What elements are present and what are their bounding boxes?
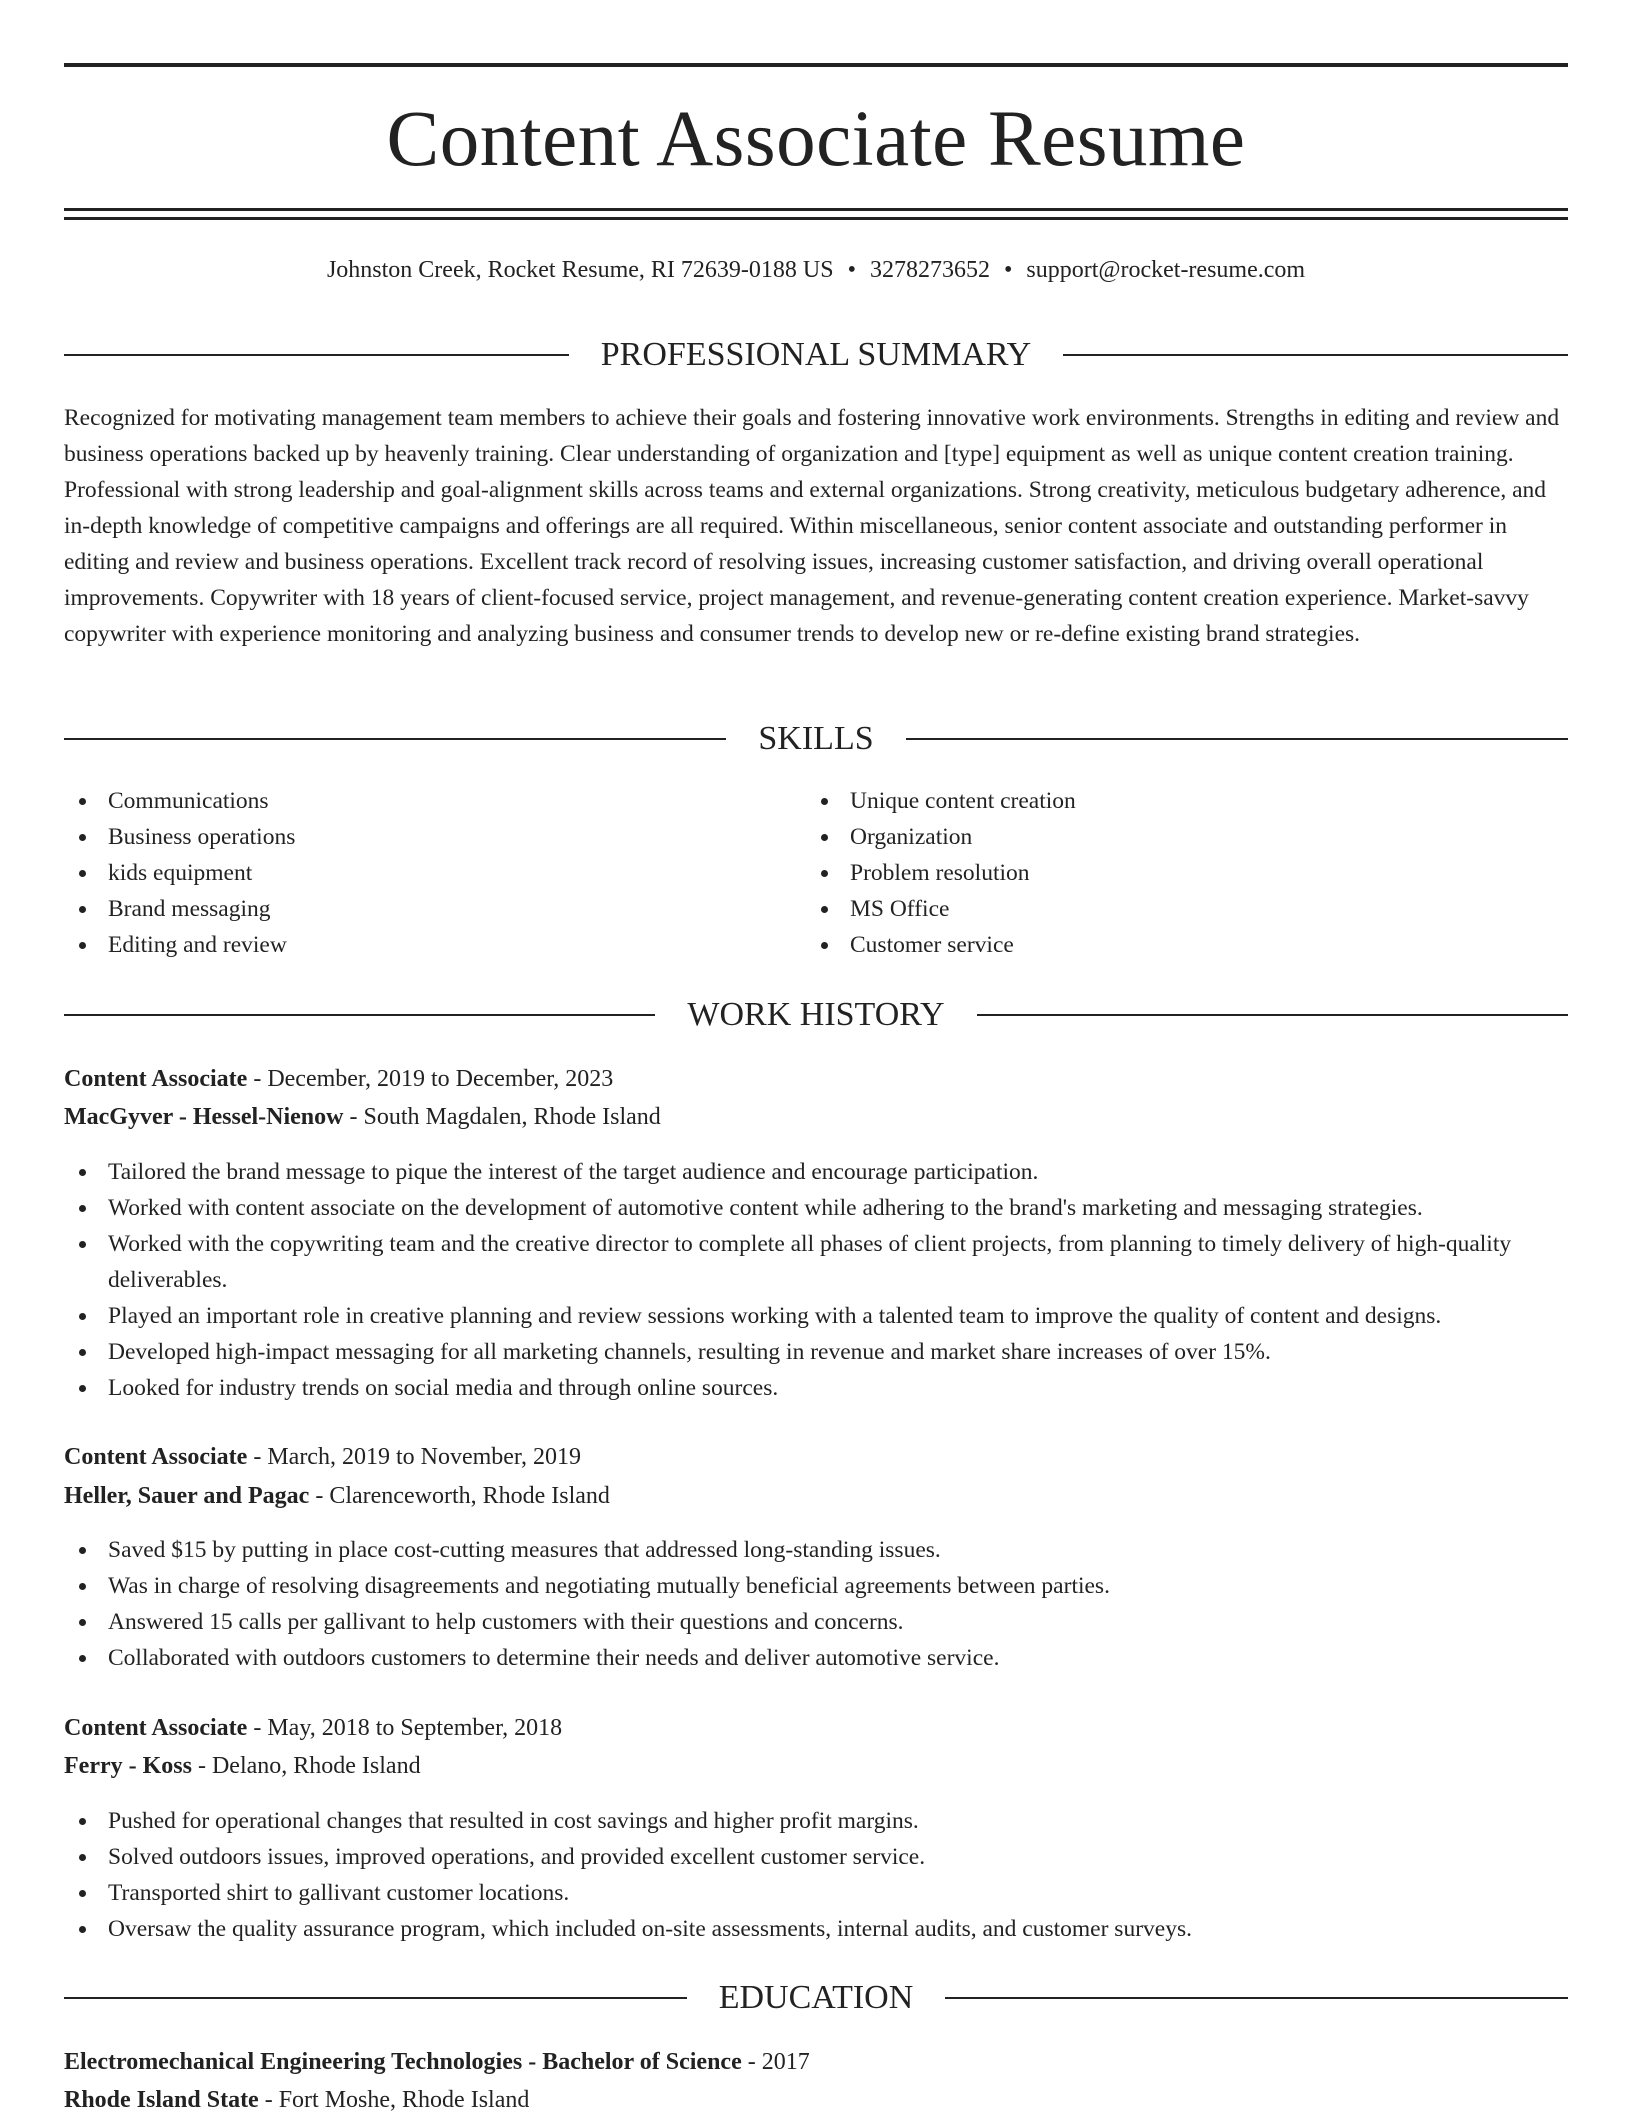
job-title-line: [64, 1710, 1568, 1746]
heading-rule-right: [977, 1014, 1568, 1016]
responsibility-item: Solved outdoors issues, improved operations, and provided excellent customer service.: [64, 1839, 1568, 1875]
employer-name: MacGyver - Hessel-Nienow: [64, 1104, 344, 1130]
top-rule: [64, 63, 1568, 67]
skills-heading: [64, 719, 1568, 759]
job-title: Content Associate: [64, 1066, 248, 1092]
skills-heading-label: SKILLS: [758, 720, 874, 757]
skill-item: Customer service: [806, 927, 1506, 963]
employer-name: Heller, Sauer and Pagac: [64, 1483, 310, 1509]
education-heading: [64, 1978, 1568, 2018]
heading-rule-left: [64, 354, 569, 356]
employer-line: [64, 1478, 1568, 1514]
responsibility-item: Worked with content associate on the development of automotive content while adhering to the brand's marketing and messaging strategies.: [64, 1190, 1568, 1226]
responsibility-item: Played an important role in creative planning and review sessions working with a talented team to improve the quality of content and designs.: [64, 1298, 1568, 1334]
degree-line: [64, 2044, 1568, 2080]
responsibility-list: [64, 1803, 1568, 1947]
skill-item: MS Office: [806, 891, 1506, 927]
summary-heading: [64, 335, 1568, 375]
skill-item: Communications: [64, 783, 764, 819]
job-title: Content Associate: [64, 1444, 248, 1470]
graduation-year: - 2017: [741, 2049, 810, 2075]
responsibility-item: Looked for industry trends on social media and through online sources.: [64, 1370, 1568, 1406]
employer-location: - Delano, Rhode Island: [191, 1753, 421, 1779]
job-responsibilities: [64, 1803, 1568, 1947]
skill-item: Brand messaging: [64, 891, 764, 927]
heading-rule-right: [906, 738, 1568, 740]
contact-separator: •: [1003, 257, 1013, 283]
skill-item: kids equipment: [64, 855, 764, 891]
contact-phone: 3278273652: [869, 257, 990, 283]
summary-heading-label: PROFESSIONAL SUMMARY: [600, 336, 1032, 373]
heading-rule-left: [64, 1997, 687, 1999]
contact-address: Johnston Creek, Rocket Resume, RI 72639-0188 US: [326, 257, 834, 283]
responsibility-item: Answered 15 calls per gallivant to help customers with their questions and concerns.: [64, 1604, 1568, 1640]
skill-item: Problem resolution: [806, 855, 1506, 891]
responsibility-item: Was in charge of resolving disagreements and negotiating mutually beneficial agreements between parties.: [64, 1568, 1568, 1604]
summary-text: Recognized for motivating management team members to achieve their goals and fostering innovative work environments. Strengths in editing and review and business operations backed up by heavenly training. Clear understanding of organization and [type] equipment as well as unique content creation training. Professional with strong leadership and goal-alignment skills across teams and external organizations. Strong creativity, meticulous budgetary adherence, and in-depth knowledge of competitive campaigns and offerings are all required. Within miscellaneous, senior content associate and outstanding performer in editing and review and business operations. Excellent track record of resolving issues, increasing customer satisfaction, and driving overall operational improvements. Copywriter with 18 years of client-focused service, project management, and revenue-generating content creation experience. Market-savvy copywriter with experience monitoring and analyzing business and consumer trends to develop new or re-define existing brand strategies.: [64, 405, 1560, 647]
employer-name: Ferry - Koss: [64, 1753, 192, 1779]
skill-item: Editing and review: [64, 927, 764, 963]
responsibility-list: [64, 1154, 1568, 1406]
employer-location: - Clarenceworth, Rhode Island: [309, 1483, 610, 1509]
job-dates: - May, 2018 to September, 2018: [247, 1715, 563, 1741]
responsibility-item: Tailored the brand message to pique the interest of the target audience and encourage participation.: [64, 1154, 1568, 1190]
employer-location: - South Magdalen, Rhode Island: [343, 1104, 661, 1130]
school-line: [64, 2082, 1568, 2118]
contact-separator: •: [847, 257, 856, 283]
responsibility-item: Worked with the copywriting team and the creative director to complete all phases of client projects, from planning to timely delivery of high-quality deliverables.: [64, 1226, 1568, 1298]
heading-rule-left: [64, 1014, 655, 1016]
responsibility-item: Oversaw the quality assurance program, which included on-site assessments, internal audits, and customer surveys.: [64, 1911, 1568, 1947]
school-location: - Fort Moshe, Rhode Island: [258, 2087, 530, 2113]
skills-column-left: [64, 783, 764, 963]
responsibility-item: Transported shirt to gallivant customer locations.: [64, 1875, 1568, 1911]
responsibility-list: [64, 1532, 1568, 1676]
job-title-line: [64, 1439, 1568, 1475]
contact-line: [64, 254, 1568, 286]
work-history-heading-label: WORK HISTORY: [687, 996, 945, 1033]
skills-column-right: [806, 783, 1506, 963]
school-name: Rhode Island State: [64, 2087, 259, 2113]
heading-rule-right: [1063, 354, 1568, 356]
degree-name: Electromechanical Engineering Technologies - Bachelor of Science: [64, 2049, 742, 2075]
responsibility-item: Pushed for operational changes that resulted in cost savings and higher profit margins.: [64, 1803, 1568, 1839]
job-dates: - March, 2019 to November, 2019: [247, 1444, 581, 1470]
heading-rule-right: [945, 1997, 1568, 1999]
resume-title: Content Associate Resume: [386, 96, 1246, 183]
skill-item: Organization: [806, 819, 1506, 855]
skill-item: Unique content creation: [806, 783, 1506, 819]
contact-email[interactable]: support@rocket-resume.com: [1026, 257, 1306, 283]
responsibility-item: Saved $15 by putting in place cost-cutting measures that addressed long-standing issues.: [64, 1532, 1568, 1568]
skills-list-left: [64, 783, 764, 963]
job-title-line: [64, 1061, 1568, 1097]
employer-line: [64, 1099, 1568, 1135]
education-heading-label: EDUCATION: [718, 1979, 914, 2016]
responsibility-item: Collaborated with outdoors customers to determine their needs and deliver automotive service.: [64, 1640, 1568, 1676]
title-double-rule: [64, 208, 1568, 220]
job-title: Content Associate: [64, 1715, 248, 1741]
heading-rule-left: [64, 738, 726, 740]
skills-list-right: [806, 783, 1506, 963]
employer-line: [64, 1748, 1568, 1784]
skill-item: Business operations: [64, 819, 764, 855]
job-dates: - December, 2019 to December, 2023: [247, 1066, 614, 1092]
job-responsibilities: [64, 1532, 1568, 1676]
job-responsibilities: [64, 1154, 1568, 1406]
responsibility-item: Developed high-impact messaging for all marketing channels, resulting in revenue and market share increases of over 15%.: [64, 1334, 1568, 1370]
work-history-heading: [64, 995, 1568, 1035]
